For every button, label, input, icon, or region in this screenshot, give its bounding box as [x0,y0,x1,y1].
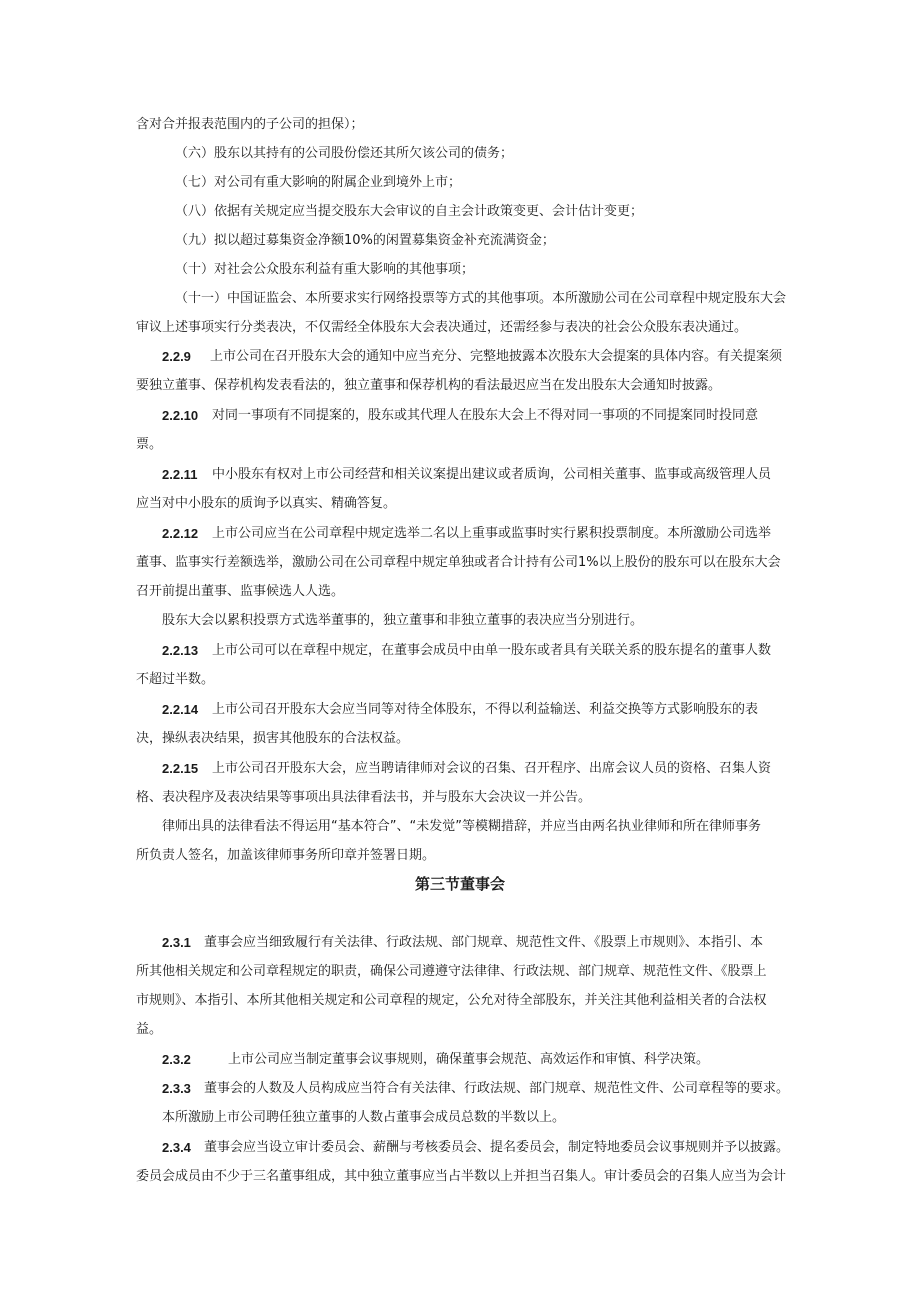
clause-number: 2.2.12 [162,526,199,541]
text-line: 董事会的人数及人员构成应当符合有关法律、行政法规、部门规章、规范性文件、公司章程等的要求。 [204,1081,790,1096]
text-line: 董事会应当细致履行有关法律、行政法规、部门规章、规范性文件、《股票上市规则》、本指引、本 [204,935,764,950]
clause-number: 2.3.3 [162,1081,191,1096]
text-line: （十一）中国证监会、本所要求实行网络投票等方式的其他事项。本所激励公司在公司章程中规定股东大会 [175,291,787,306]
clause-number: 2.2.14 [162,702,199,717]
text-line: 召开前提出董事、监事候选人人选。 [136,584,345,599]
text-line: 委员会成员由不少于三名董事组成，其中独立董事应当占半数以上并担当召集人。审计委员会的召集人应当为会计 [136,1169,787,1184]
text-line: 决，操纵表决结果，损害其他股东的合法权益。 [136,731,410,746]
text-line: 对同一事项有不同提案的，股东或其代理人在股东大会上不得对同一事项的不同提案同时投同意 [212,408,759,423]
text-line: 票。 [136,437,163,452]
text-line: （八）依据有关规定应当提交股东大会审议的自主会计政策变更、会计估计变更； [175,204,644,219]
text-line: 上市公司应当制定董事会议事规则，确保董事会规范、高效运作和审慎、科学决策。 [228,1052,710,1067]
text-line: （六）股东以其持有的公司股份偿还其所欠该公司的债务； [175,146,514,161]
clause-number: 2.3.4 [162,1140,191,1155]
text-line: 上市公司召开股东大会应当同等对待全体股东，不得以利益输送、利益交换等方式影响股东的表 [212,702,759,717]
text-line: 应当对中小股东的质询予以真实、精确答复。 [136,496,397,511]
clause-number: 2.3.1 [162,935,191,950]
text-line: 中小股东有权对上市公司经营和相关议案提出建议或者质询，公司相关董事、监事或高级管理人员 [212,467,772,482]
text-line: 上市公司在召开股东大会的通知中应当充分、完整地披露本次股东大会提案的具体内容。有关提案须 [210,349,783,364]
clause-number: 2.2.9 [162,349,191,364]
text-line: 所其他相关规定和公司章程规定的职责，确保公司遵遵守法律律、行政法规、部门规章、规范性文件、《股票上 [136,964,767,979]
text-line: 董事会应当设立审计委员会、薪酬与考核委员会、提名委员会，制定特地委员会议事规则并予以披露。 [204,1140,790,1155]
text-line: 含对合并报表范围内的子公司的担保）； [136,117,364,132]
text-line: （十）对社会公众股东利益有重大影响的其他事项； [175,262,475,277]
text-line: 格、表决程序及表决结果等事项出具法律看法书，并与股东大会决议一并公告。 [136,790,592,805]
text-line: 股东大会以累积投票方式选举董事的，独立董事和非独立董事的表决应当分别进行。 [162,613,644,628]
text-line: 要独立董事、保荐机构发表看法的，独立董事和保荐机构的看法最迟应当在发出股东大会通知时披露。 [136,378,722,393]
text-line: 上市公司召开股东大会，应当聘请律师对会议的召集、召开程序、出席会议人员的资格、召集人资 [212,761,772,776]
text-line: 上市公司可以在章程中规定，在董事会成员中由单一股东或者具有关联关系的股东提名的董事人数 [212,643,772,658]
text-line: 市规则》、本指引、本所其他相关规定和公司章程的规定，公允对待全部股东，并关注其他利益相关者的合法权 [136,993,767,1008]
text-line: 董事、监事实行差额选举，激励公司在公司章程中规定单独或者合计持有公司1%以上股份的股东可以在股东大会 [136,555,781,570]
text-line: （九）拟以超过募集资金净额10%的闲置募集资金补充流满资金； [175,233,555,248]
text-line: 所负责人签名，加盖该律师事务所印章并签署日期。 [136,848,436,863]
text-line: 本所激励上市公司聘任独立董事的人数占董事会成员总数的半数以上。 [162,1110,566,1125]
text-line: 不超过半数。 [136,672,215,687]
text-line: 审议上述事项实行分类表决，不仅需经全体股东大会表决通过，还需经参与表决的社会公众股东表决通过。 [136,320,748,335]
text-line: 上市公司应当在公司章程中规定选举二名以上重事或监事时实行累积投票制度。本所激励公司选举 [212,526,772,541]
text-line: （七）对公司有重大影响的附属企业到境外上市； [175,175,462,190]
clause-number: 2.2.13 [162,643,199,658]
clause-number: 2.2.15 [162,761,199,776]
text-line: 律师出具的法律看法不得运用“基本符合”、“未发觉”等模糊措辞，并应当由两名执业律师和所在律师事务 [162,819,761,834]
clause-number: 2.2.10 [162,408,199,423]
text-line: 益。 [136,1022,163,1037]
clause-number: 2.2.11 [162,467,198,482]
clause-number: 2.3.2 [162,1052,191,1067]
section-heading: 第三节董事会 [414,875,505,893]
